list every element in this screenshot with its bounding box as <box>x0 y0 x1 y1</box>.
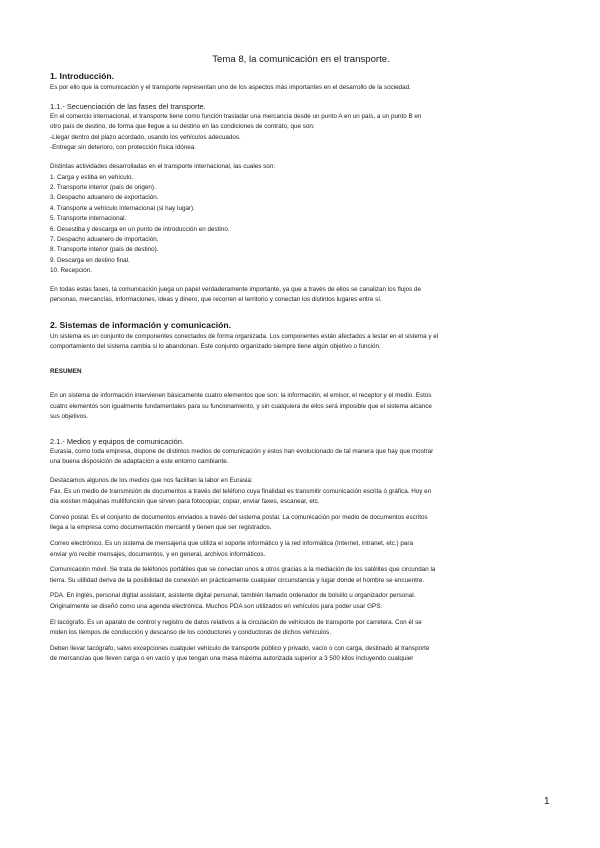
paragraph-line: Correo electrónico. Es un sistema de mensajería que utiliza el soporte informático y la red informática (Internet, intranet, etc.) para <box>50 539 413 547</box>
paragraph-line: Deben llevar tacógrafo, salvo excepciones cualquier vehículo de transporte público y privado, vacío o con carga, destinado al transporte <box>50 644 430 652</box>
list-item: 10. Recepción. <box>50 267 93 275</box>
paragraph-line: En un sistema de información intervienen básicamente cuatro elementos que son: la información, el emisor, el receptor y el medio. Estos <box>50 392 432 399</box>
list-item: 2. Transporte interior (país de origen). <box>50 183 156 191</box>
paragraph-line: PDA. En inglés, personal digital assistant, asistente digital personal, también llamado ordenador de bolsillo u organizador personal. <box>50 592 416 600</box>
section-2-1-heading: 2.1.- Medios y equipos de comunicación. <box>50 436 184 446</box>
paragraph-line: El tacógrafo. Es un aparato de control y registro de datos relativos a la circulación de vehículos de transporte por carretera. Con él se <box>50 618 422 626</box>
paragraph-line: Comunicación móvil. Se trata de teléfonos portátiles que se conectan unos a otros gracias a la mediación de los satélites que circundan la <box>50 566 436 574</box>
activities-list <box>50 173 552 277</box>
paragraph-line: En el comercio internacional, el transporte tiene como función trasladar una mercancía desde un punto A en un país, a un punto B en <box>50 112 422 120</box>
list-item: 8. Transporte interior (país de destino). <box>50 246 159 254</box>
document-page <box>50 54 552 665</box>
paragraph-line: Eurasia, como toda empresa, dispone de distintos medios de comunicación y estos han evolucionado de tal manera que hay que mostrar <box>50 447 434 455</box>
activities-intro: Distintas actividades desarrolladas en el transporte internacional, las cuales son: <box>50 162 276 170</box>
paragraph-line: día existen máquinas multifunción que sirven para fotocopiar, copiar, enviar faxes, escanear, etc. <box>50 498 320 506</box>
paragraph-line: otro país de destino, de forma que llegue a su destino en las condiciones de contrato, que son: <box>50 123 315 131</box>
paragraph-line: Correo postal. Es el conjunto de documentos enviados a través del sistema postal. La comunicación por medio de documentos escritos <box>50 513 428 521</box>
section-1-1-heading: 1.1.- Secuenciación de las fases del transporte. <box>50 101 206 111</box>
list-item: 6. Desestiba y descarga en un punto de introducción en destino. <box>50 225 230 233</box>
list-item: 7. Despacho aduanero de importación. <box>50 236 159 243</box>
list-item: 5. Transporte internacional. <box>50 215 127 223</box>
paragraph-line: -Entregar sin deterioro, con protección física idónea. <box>50 144 196 152</box>
resumen-label: RESUMEN <box>50 368 82 375</box>
paragraph-line: Originalmente se diseñó como una agenda electrónica. Muchos PDA son utilizados en vehículos para poder usar GPS. <box>50 602 383 610</box>
document-title: Tema 8, la comunicación en el transporte. <box>212 54 390 65</box>
paragraph-line: personas, mercancías, informaciones, ideas y dinero, que recorren el territorio y conectan los distintos lugares entre sí. <box>50 296 382 304</box>
paragraph-line: enviar y/o recibir mensajes, documentos, y en general, archivos informáticos. <box>50 550 266 558</box>
paragraph-line: Un sistema es un conjunto de componentes conectados de forma organizada. Los componentes están afectados a lestar en el sistema y el <box>50 332 439 340</box>
paragraph-line: miden los tiempos de conducción y descanso de los conductores y conductoras de dichos vehículos. <box>50 629 332 637</box>
list-item: 1. Carga y estiba en vehículo. <box>50 173 134 181</box>
paragraph-line: sus objetivos. <box>50 413 89 421</box>
paragraph-line: comportamiento del sistema cambia si lo abandonan. Este conjunto organizado siempre tiene algún objetivo o función. <box>50 343 381 351</box>
paragraph-line: tierra. Su utilidad deriva de la posibilidad de conexión en prácticamente cualquier circunstancia y lugar donde el hombre se encuentre. <box>50 576 425 584</box>
paragraph-line: de mercancías que lleven carga o en vacío y que tengan una masa máxima autorizada superior a 3 500 kilos incluyendo cualquier <box>50 655 414 663</box>
paragraph-line: una buena disposición de adaptación a este entorno cambiante. <box>50 458 229 466</box>
means-intro: Destacamos algunos de los medios que nos facilitan la labor en Eurasia: <box>50 476 253 484</box>
section-2-heading: 2. Sistemas de información y comunicación. <box>50 319 232 330</box>
section-1-heading: 1. Introducción. <box>50 71 114 81</box>
paragraph-line: En todas estas fases, la comunicación juega un papel verdaderamente importante, ya que a través de ellos se canalizan los flujos de <box>50 285 422 293</box>
paragraph-line: -Llegar dentro del plazo acordado, usando los vehículos adecuados. <box>50 133 241 141</box>
paragraph-line: cuatro elementos son igualmente fundamentales para su funcionamiento, y sin cualquiera de ellos será imposible que el sistema alcance <box>50 402 432 410</box>
page-number: 1 <box>544 796 550 807</box>
list-item: 3. Despacho aduanero de exportación. <box>50 194 159 202</box>
list-item: 4. Transporte a vehículo internacional (si hay lugar). <box>50 204 195 212</box>
list-item: 9. Descarga en destino final. <box>50 256 130 264</box>
paragraph-line: Fax. Es un medio de transmisión de documentos a través del teléfono cuya finalidad es transmitir comunicación escrita ó gráfica. Hoy en <box>50 487 432 495</box>
section-1-text: Es por ello que la comunicación y el transporte representan uno de los aspectos más importantes en el desarrollo de la sociedad. <box>50 84 411 91</box>
paragraph-line: llega a la empresa como documentación mercantil y tienen que ser registrados. <box>50 524 272 532</box>
